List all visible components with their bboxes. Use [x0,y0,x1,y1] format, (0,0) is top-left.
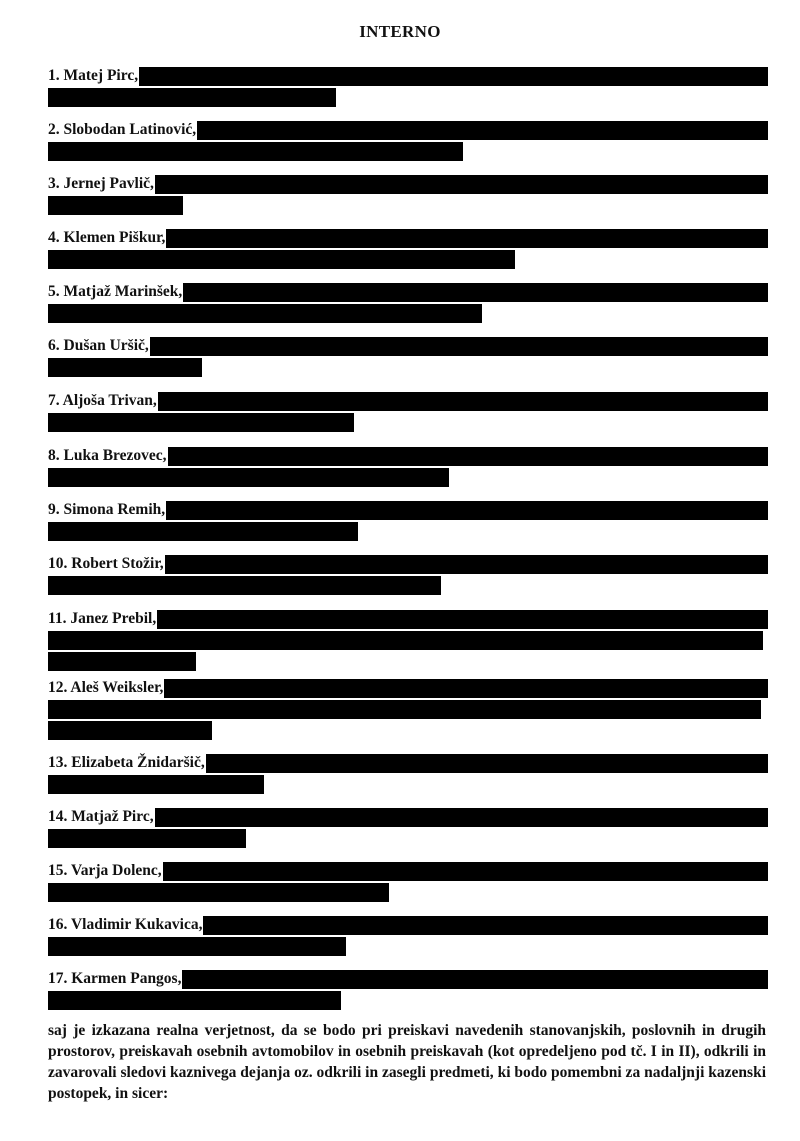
redacted-entry [48,969,768,1010]
redacted-entry [48,120,768,161]
redacted-entry [48,174,768,215]
redaction-bar [157,610,768,629]
document-title: INTERNO [359,22,441,41]
entry-name-label: 14. Matjaž Pirc, [48,808,154,825]
entry-name-label: 10. Robert Stožir, [48,555,164,572]
entry-name-label: 4. Klemen Piškur, [48,229,166,246]
redaction-bar [164,679,768,698]
entry-name-label: 7. Aljoša Trivan, [48,392,157,409]
redaction-bar [155,808,768,827]
redaction-bar [48,88,336,107]
entry-name-label: 9. Simona Remih, [48,501,166,518]
footer-paragraph: saj je izkazana realna verjetnost, da se bodo pri preiskavi navedenih stanovanjskih, poslovnih in drugih prostorov, preiskavah osebnih avtomobilov in osebnih preiskavah (kot opredeljeno pod tč. I in II), odkrili in zavarovali sledovi kaznivega dejanja oz. odkrili in zasegli predmeti, ki bodo pomembni za nadaljnji kazenski postopek, in sicer: [48,1022,766,1102]
redaction-bar [206,754,768,773]
redaction-bar [48,522,358,541]
entry-name-label: 11. Janez Prebil, [48,610,157,627]
redaction-bar [139,67,768,86]
entry-name-label: 8. Luka Brezovec, [48,447,167,464]
redaction-bar [48,196,183,215]
redacted-entry [48,500,768,541]
entry-name-label: 15. Varja Dolenc, [48,862,162,879]
redaction-bar [203,916,768,935]
redaction-bar [150,337,768,356]
redacted-entry [48,66,768,107]
redacted-entry [48,446,768,487]
redaction-bar [158,392,768,411]
redaction-bar [48,775,264,794]
redacted-entry [48,282,768,323]
redaction-bar [166,501,768,520]
redacted-entry [48,753,768,794]
redaction-bar [48,937,346,956]
redaction-bar [197,121,768,140]
redacted-entry [48,609,768,671]
entry-name-label: 6. Dušan Uršič, [48,337,149,354]
redaction-bar [48,142,463,161]
redacted-entry [48,807,768,848]
entry-name-label: 17. Karmen Pangos, [48,970,182,987]
redaction-bar [48,358,202,377]
redacted-entry [48,391,768,432]
redacted-entry [48,861,768,902]
redaction-bar [48,991,341,1010]
redaction-bar [48,883,389,902]
redaction-bar [182,970,768,989]
redaction-bar [155,175,768,194]
redaction-bar [48,700,761,719]
redaction-bar [48,468,449,487]
redacted-entry [48,915,768,956]
redaction-bar [183,283,768,302]
entry-name-label: 13. Elizabeta Žnidaršič, [48,754,205,771]
redaction-bar [48,304,482,323]
redaction-bar [48,250,515,269]
redacted-entry [48,554,768,595]
entry-name-label: 3. Jernej Pavlič, [48,175,154,192]
redacted-entry [48,678,768,740]
entry-name-label: 16. Vladimir Kukavica, [48,916,203,933]
entry-name-label: 2. Slobodan Latinović, [48,121,197,138]
redaction-bar [48,631,763,650]
redaction-bar [165,555,768,574]
redaction-bar [163,862,768,881]
entry-name-label: 1. Matej Pirc, [48,67,139,84]
redaction-bar [168,447,768,466]
redaction-bar [48,576,441,595]
redacted-entry [48,336,768,377]
entry-name-label: 12. Aleš Weiksler, [48,679,164,696]
entry-name-label: 5. Matjaž Marinšek, [48,283,183,300]
redacted-entry [48,228,768,269]
redaction-bar [166,229,768,248]
redaction-bar [48,829,246,848]
redaction-bar [48,413,354,432]
redaction-bar [48,652,196,671]
redaction-bar [48,721,212,740]
